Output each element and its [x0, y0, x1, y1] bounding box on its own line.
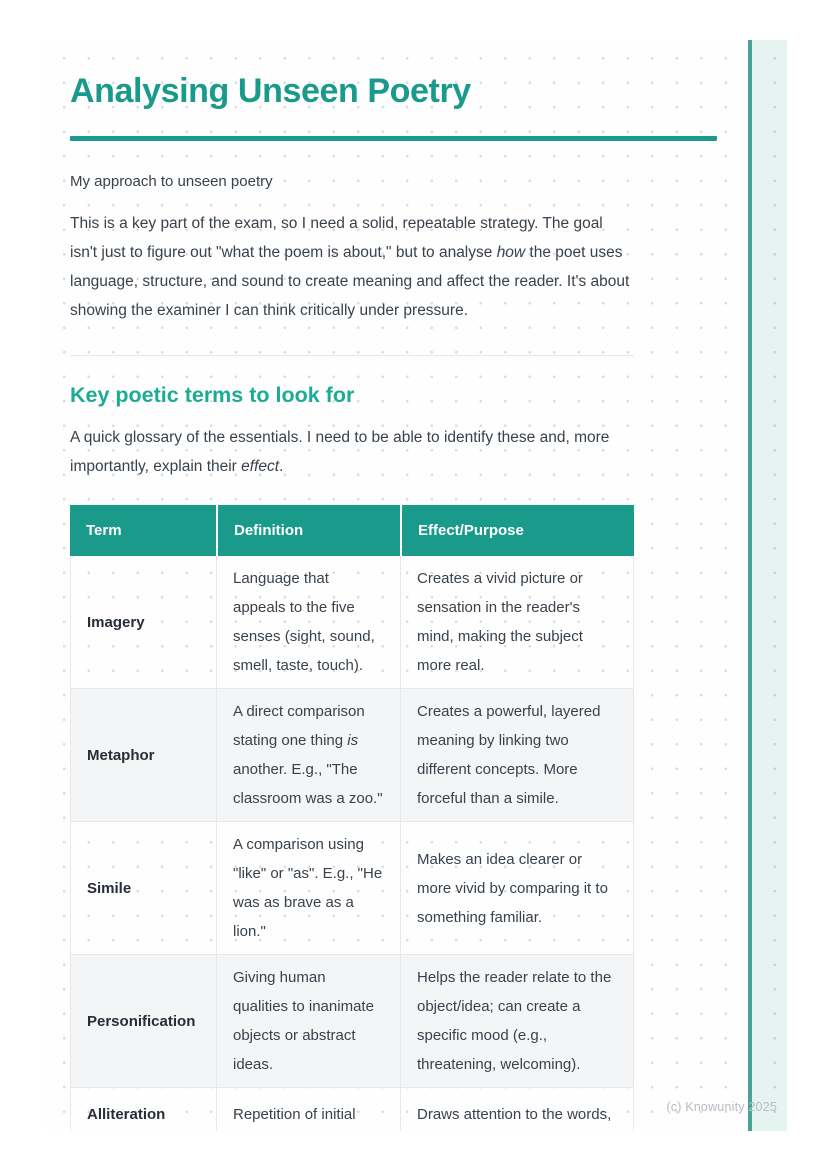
- lead-italic-word: effect: [241, 458, 280, 475]
- effect-cell: Draws attention to the words,: [400, 1088, 634, 1131]
- header-definition: Definition: [216, 505, 400, 556]
- effect-cell: Creates a vivid picture or sensation in the reader's mind, making the subject more real.: [400, 556, 634, 689]
- section-heading: Key poetic terms to look for: [70, 383, 355, 407]
- intro-part1: This is a key part of the exam, so I need a solid, repeatable strategy. The goal isn't just to figure out "what the poem is about," but to analyse: [70, 215, 603, 261]
- subtitle-text: My approach to unseen poetry: [70, 173, 273, 190]
- definition-cell: Repetition of initial: [216, 1088, 400, 1131]
- poetic-terms-tbody: [70, 556, 634, 1131]
- header-effect-purpose: Effect/Purpose: [400, 505, 634, 556]
- glossary-lead-paragraph: [70, 423, 634, 481]
- notes-page: [45, 40, 787, 1131]
- definition-cell: A direct comparison stating one thing is another. E.g., "The classroom was a zoo.": [216, 689, 400, 822]
- page-title: Analysing Unseen Poetry: [70, 72, 471, 110]
- definition-cell: Language that appeals to the five senses (sight, sound, smell, taste, touch).: [216, 556, 400, 689]
- lead-part1: A quick glossary of the essentials. I need to be able to identify these and, more importantly, explain their: [70, 429, 610, 475]
- title-underline-rule: [70, 136, 717, 141]
- definition-cell: A comparison using "like" or "as". E.g., "He was as brave as a lion.": [216, 822, 400, 955]
- section-divider: [70, 355, 634, 356]
- term-cell: [70, 689, 216, 822]
- table-header-row: [70, 505, 634, 556]
- table-row: [70, 689, 634, 822]
- page-edge-stripe: [748, 40, 787, 1131]
- definition-cell: Giving human qualities to inanimate objects or abstract ideas.: [216, 955, 400, 1088]
- header-term: Term: [70, 505, 216, 556]
- table-row: [70, 556, 634, 689]
- term-name: Simile: [87, 879, 132, 897]
- intro-italic-word: how: [496, 244, 526, 261]
- intro-paragraph: [70, 209, 634, 325]
- watermark: (c) Knowunity 2025: [666, 1100, 777, 1114]
- effect-cell: Helps the reader relate to the object/idea; can create a specific mood (e.g., threatening, welcoming).: [400, 955, 634, 1088]
- effect-cell: Makes an idea clearer or more vivid by comparing it to something familiar.: [400, 822, 634, 955]
- term-cell: [70, 1088, 216, 1131]
- page-content: [70, 40, 634, 1131]
- term-cell: [70, 822, 216, 955]
- lead-part2: .: [279, 458, 284, 475]
- effect-cell: Creates a powerful, layered meaning by linking two different concepts. More forceful than a simile.: [400, 689, 634, 822]
- poetic-terms-table: [70, 505, 634, 1131]
- term-name: Imagery: [87, 613, 145, 631]
- page-edge-band: [752, 40, 787, 1131]
- term-name: Personification: [87, 1012, 196, 1030]
- term-cell: [70, 955, 216, 1088]
- term-cell: [70, 556, 216, 689]
- table-row: [70, 955, 634, 1088]
- table-row: [70, 822, 634, 955]
- intro-part2: the poet uses language, structure, and sound to create meaning and affect the reader. It's about showing the examiner I can think critically under pressure.: [70, 244, 630, 319]
- term-name: Alliteration: [87, 1106, 166, 1123]
- term-name: Metaphor: [87, 746, 155, 764]
- table-row: [70, 1088, 634, 1131]
